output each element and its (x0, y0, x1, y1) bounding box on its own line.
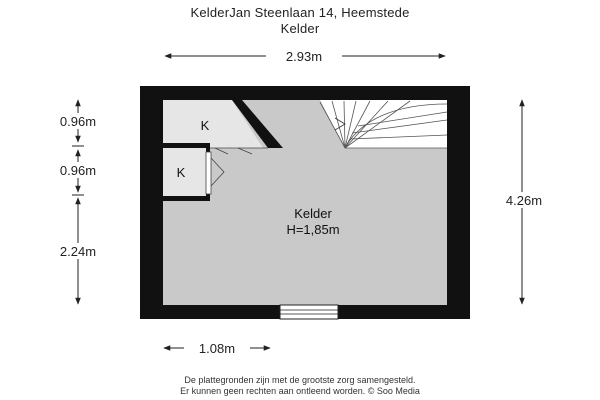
bottom-dimension-label: 1.08m (198, 341, 236, 356)
plan-address-title: KelderJan Steenlaan 14, Heemstede (190, 5, 410, 20)
closet-1-label: K (200, 118, 210, 133)
closet-wall-mid (163, 143, 210, 148)
left-dimension-3-label: 2.24m (59, 244, 97, 259)
right-dimension (494, 100, 554, 304)
closet-2-wall-bottom (163, 196, 210, 201)
disclaimer-line-2: Er kunnen geen rechten aan ontleend worden. © Soo Media (180, 386, 420, 396)
bottom-dimension (164, 340, 270, 356)
plan-floor-title: Kelder (280, 21, 320, 36)
left-dimension-1-label: 0.96m (59, 114, 97, 129)
closet-2-label: K (176, 165, 186, 180)
left-dimensions (72, 100, 84, 304)
right-dimension-label: 4.26m (505, 193, 543, 208)
bottom-window (280, 305, 338, 319)
disclaimer-line-1: De plattegronden zijn met de grootste zorg samengesteld. (184, 375, 416, 385)
room-height-label: H=1,85m (286, 222, 340, 237)
left-dimension-2-label: 0.96m (59, 163, 97, 178)
top-dimension-label: 2.93m (285, 49, 323, 64)
top-dimension (165, 48, 445, 64)
room-name-label: Kelder (294, 206, 332, 221)
